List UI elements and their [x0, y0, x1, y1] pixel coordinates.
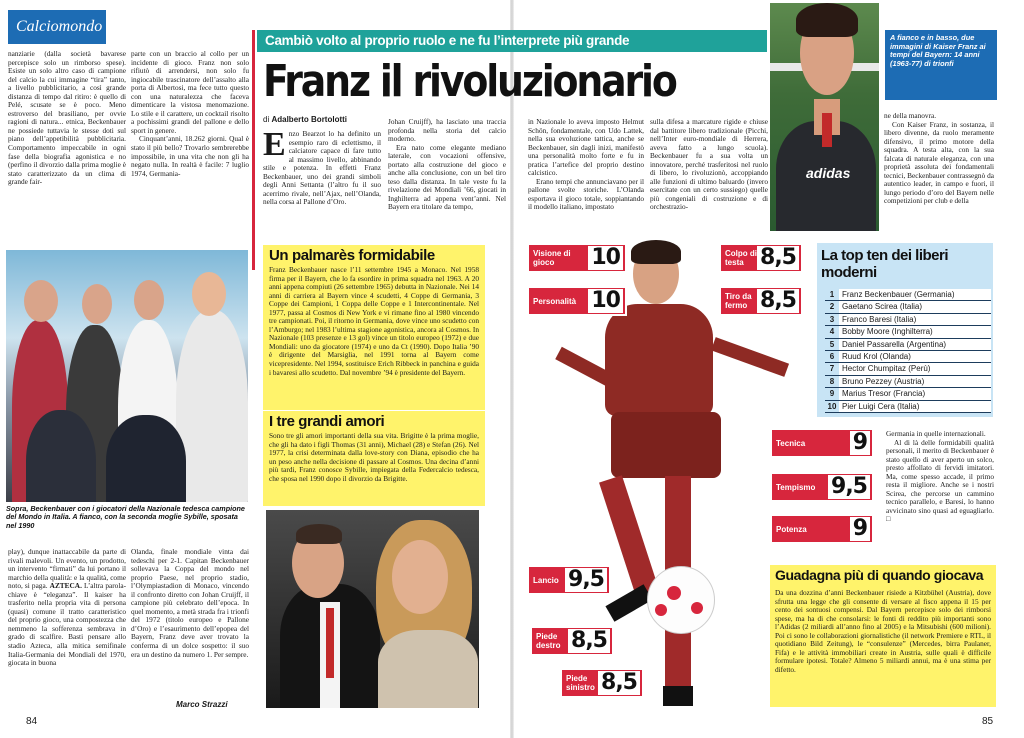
text-paragraph: Con Kaiser Franz, in sostanza, il libero divenne, da ruolo meramente difensivo, il primo motore della squadra. A testa alta, con la sua falcata di naturale eleganza, con una proprietà assoluta dei fondamentali tecnici, Beckenbauer contrassegnò da autentico leader, in campo e fuori, il lungo periodo d’oro del Bayern nelle competizioni per club e della: [884, 119, 994, 206]
couple-photo: [266, 510, 479, 708]
article-column-3: [528, 118, 644, 242]
list-item: 5 Daniel Passarella (Argentina): [825, 339, 991, 351]
list-item: 4 Bobby Moore (Inghilterra): [825, 326, 991, 338]
earnings-title: Guadagna più di quando giocava: [775, 567, 984, 583]
top-ten-title: La top ten dei liberi moderni: [821, 247, 949, 281]
palmares-title: Un palmarès formidabile: [269, 247, 435, 264]
rating-piede-destro: Piede destro 8,5: [530, 626, 614, 656]
left-bottom-column-2: [131, 548, 249, 708]
text-paragraph: Germania in quelle internazionali.: [886, 430, 986, 438]
kicker-banner: Cambiò volto al proprio ruolo e ne fu l’interprete più grande: [257, 30, 767, 52]
amori-box: [263, 411, 485, 506]
rating-personalita: Personalità 10: [527, 286, 627, 316]
text-paragraph: in Nazionale lo aveva imposto Helmut Schön, fondamentale, con Udo Lattek, nella sua evoluzione tattica, anche se Beckenbauer, sin dagli inizi, manifestò una personalità molto forte e fu in pratica l’artefice del proprio destino calcistico.: [528, 118, 644, 178]
adidas-logo: adidas: [806, 165, 851, 181]
subhead-azteca: AZTECA.: [49, 581, 82, 591]
text-paragraph: parte con un braccio al collo per un incidente di gioco. Franz non solo rifiutò di arrendersi, non solo fu ingiocabile trascinatore dell’assalto alla porta di Albertosi, ma fece tutto questo con una naturalezza che faceva dimenticare la vistosa menomazione. Lo stile e il carattere, un cocktail risolto a pochissimi grandi del pallone e dello sport in genere.: [131, 50, 249, 135]
list-item: 10 Pier Luigi Cera (Italia): [825, 401, 991, 413]
end-mark: □: [886, 514, 891, 524]
palmares-box: [263, 245, 485, 410]
text-paragraph: Al di là delle formidabili qualità personali, il merito di Beckenbauer è stato quello di aver aperto un solco, presto affollato di fervidi imitatori. Ma, come spesso accade, il primo resta il migliore. Anche se i nostri Scirea, che percorse un cammino tecnico parallelo, e Baresi, lo hanno avvicinato sino quasi ad eguagliarlo. □: [886, 437, 994, 524]
page-number-left: 84: [26, 716, 38, 727]
rating-piede-sinistro: Piede sinistro 8,5: [560, 668, 644, 698]
rating-visione-di-gioco: Visione di gioco 10: [527, 243, 627, 273]
left-bottom-column-1: [8, 548, 126, 716]
byline: di Adalberto Bortolotti: [263, 115, 348, 124]
text-paragraph: Erano tempi che annunciavano per il pallone svolte storiche. L’Olanda esportava il gioco totale, soppiantando il modello italiano, impostato: [528, 176, 644, 212]
list-item: 2 Gaetano Scirea (Italia): [825, 301, 991, 313]
palmares-body: Franz Beckenbauer nasce l’11 settembre 1945 a Monaco. Nel 1958 firma per il Bayern, che lo fa esordire in prima squadra nel 1963. A 20 anni appena compiuti (26 settembre 1965) debutta in Nazionale. Nei 14 anni di carriera al Bayern vince 4 scudetti, 4 Coppe di Germania, 3 Coppe dei Campioni, 1 Coppa delle Coppe e 1 Intercontinentale. Nel 1977, passa al Cosmos di New York e vi rimane fino al 1980 vincendo tre campionati. Poi, il ritorno in Germania, dove vince uno scudetto con l’Amburgo; nel 1983 l’ultima stagione agonistica, ancora al Cosmos. In Nazionale (103 presenze e 13 gol) vince un titolo europeo (1972) e due Mondiali: uno da giocatore (1974) e uno da Ct (1990). Dopo Italia ’90 è dirigente del Marsiglia, nel 1991 torna al Bayern come vicepresidente. Nel 1994, sostituisce Erich Ribbeck in panchina e guida i bavaresi allo scudetto. Dal novembre ’94 è presidente del Bayern.: [269, 265, 479, 377]
text-paragraph: Johan Cruijff), ha lasciato una traccia profonda nella storia del calcio moderno.: [388, 118, 506, 144]
article-column-6: [886, 430, 994, 560]
author-signature: Marco Strazzi: [176, 700, 228, 709]
earnings-body: Da una dozzina d’anni Beckenbauer risiede a Kitzbühel (Austria), dove sfrutta una legge che gli consente di versare al fisco appena il 15 per cento dei sontuosi compensi. Dal Bayern percepisce solo dei rimborsi spese, ma ha di che consolarsi: le fonti di reddito più importanti sono l’Adidas (2 miliardi all’anno fino al 2005) e la Mitsubishi (600 milioni). Poi ci sono le collaborazioni giornalistiche (il network Premiere e RTL, il quotidiano Bild Zeitung), le “consulenze” (Mercedes, birra Paulaner, Fifa) e le attività immobiliari create in Austria, sulle quali è difficile formulare ipotesi. Totale? Almeno 5 miliardi annui, ma è una stima per difetto.: [775, 588, 991, 674]
article-column-4: [650, 118, 768, 242]
drop-cap: E: [263, 130, 286, 163]
rating-potenza: Potenza 9: [770, 514, 874, 544]
team-photo: [6, 250, 248, 502]
top-ten-box: [817, 243, 993, 417]
portrait-caption: A fianco e in basso, due immagini di Kaiser Franz ai tempi del Bayern: 14 anni (1963-77) di trionfi: [885, 30, 997, 100]
rating-tecnica: Tecnica 9: [770, 428, 874, 458]
text-paragraph: sulla difesa a marcature rigide e chiuse dal battitore libero tradizionale (Picchi, nell’Inter euro-mondiale di Herrera, aveva fatto a lungo scuola). Beckenbauer fu a sua volta un innovatore, perché trasferitosi nel ruolo di libero, lo rivoluzionò, accoppiando alle funzioni di ultimo baluardo (invero esercitate con un certo sussiego) quelle più congeniali di costruzione e di orchestrazio-: [650, 118, 768, 212]
headline: Franz il rivoluzionario: [263, 56, 676, 107]
text-paragraph: ne della manovra.: [884, 112, 937, 120]
rating-tempismo: Tempismo 9,5: [770, 472, 874, 502]
list-item: 6 Ruud Krol (Olanda): [825, 351, 991, 363]
left-intro-column-1: [8, 50, 126, 232]
rating-lancio: Lancio 9,5: [527, 565, 611, 595]
list-item: 3 Franco Baresi (Italia): [825, 314, 991, 326]
rating-tiro-da-fermo: Tiro da fermo 8,5: [719, 286, 803, 316]
red-rule: [252, 30, 255, 270]
earnings-box: [770, 565, 996, 707]
article-column-2: [388, 118, 506, 242]
list-item: 1 Franz Beckenbauer (Germania): [825, 289, 991, 301]
list-item: 8 Bruno Pezzey (Austria): [825, 376, 991, 388]
text-paragraph: nzo Bearzot lo ha definito un esempio raro di eclettismo, il calciatore capace di fare tutto al massimo livello, abbinando stile e potenza. In effetti Franz Beckenbauer, uno dei grandi simboli degli Anni Settanta (l’altro fu il suo acerrimo rivale, nell’Ajax, nell’Olanda, nella corsa al Pallone d’Oro.: [263, 130, 381, 207]
amori-title: I tre grandi amori: [269, 413, 385, 430]
top-ten-list: [825, 289, 991, 413]
list-item: 9 Marius Tresor (Francia): [825, 388, 991, 400]
text-paragraph: Cinquant’anni, 18.262 giorni. Qual è stato il più bello? Trovarlo sembrerebbe impossibile, in una vita che non gli ha negato nulla. In realtà è facile: 7 luglio 1974, Germania-: [131, 134, 249, 178]
amori-body: Sono tre gli amori importanti della sua vita. Brigitte è la prima moglie, che gli ha dato i figli Thomas (31 anni), Michael (28) e Stefan (26). Nel 1977, la crisi determinata dalla love-story con Diana, episodio che ha un peso anche nella decisione di passare al Cosmos. Una decina d’anni più tardi, Franz conosce Sybille, impiegata della Federcalcio tedesca, che sposa nel 1990 dopo il divorzio da Brigitte.: [269, 431, 479, 483]
spread-gutter: [510, 0, 514, 738]
left-intro-column-2: [131, 50, 249, 232]
text-paragraph: nanziarie (dalla società bavarese percepisce solo un rimborso spese). Esiste un solo altro caso di campione del calcio la cui immagine “tira” tanto, a livello pubblicitario, a così grande distanza di tempo dal ritiro: è quello di Pelé, scusate se è poco. Meno estroverso del brasiliano, per ovvie ragioni di natura... etnica, Beckenbauer ne possiede tuttavia le stesse doti sul piano dell’appetibilità pubblicitaria. Comportamento impeccabile in ogni fase della biografia agonistica e no (perfino il divorzio dalla prima moglie è stato caratterizzato da un clima di grande fair-: [8, 50, 126, 187]
rating-colpo-di-testa: Colpo di testa 8,5: [719, 243, 803, 273]
portrait-photo: [770, 3, 879, 231]
team-photo-caption: Sopra, Beckenbauer con i giocatori della Nazionale tedesca campione del Mondo in Italia. A fianco, con la seconda moglie Sybille, sposata nel 1990: [6, 504, 245, 530]
article-column-5: [884, 112, 994, 232]
page-number-right: 85: [982, 716, 994, 727]
section-rubric: Calciomondo: [8, 10, 106, 44]
article-column-1: [263, 130, 381, 242]
text-paragraph: Olanda, finale mondiale vinta dai tedeschi per 2-1. Capitan Beckenbauer sollevava la Coppa del mondo nel proprio Paese, nel proprio stadio, l’Olympiastadion di Monaco, vincendo il confronto diretto con Johan Cruijff, il campione più celebrato dell’epoca. In quel momento, a metà strada fra i trionfi del 1972 (titolo europeo e Pallone d’Oro) e l’esaurimento dell’epopea del Bayern, Franz deve aver trovato la conferma di un dolce sospetto: il suo era un destino da numero 1. Per sempre.: [131, 548, 249, 659]
text-paragraph: play), dunque inattaccabile da parte di rivali malevoli. Un evento, un prodotto, un intervento “firmati” da lui portano il marchio della qualità: e la qualità, come noto, si paga. AZTECA. L’altra parola-chiave è “eleganza”. Il kaiser ha trasferito nella propria vita di persona (quasi) comune il tratto caratteristico del proprio gioco, una compostezza che nemmeno la sofferenza sembrava in grado di scalfire. Basti pensare allo stadio Azteca, alla mitica semifinale Italia-Germania dei Mondiali del 1970, giocata in buona: [8, 548, 126, 668]
text-paragraph: Era nato come elegante mediano laterale, con vocazioni offensive, portato alla costruzione del gioco e anche alla conclusione, con un bel tiro teso dalla distanza. In tale veste fu la rivelazione dei Mondiali ’66, giocati in Inghilterra ad appena vent’anni. Nel Bayern era titolare da tempo,: [388, 142, 506, 212]
list-item: 7 Hector Chumpitaz (Perù): [825, 363, 991, 375]
author-name: Adalberto Bortolotti: [271, 115, 348, 124]
